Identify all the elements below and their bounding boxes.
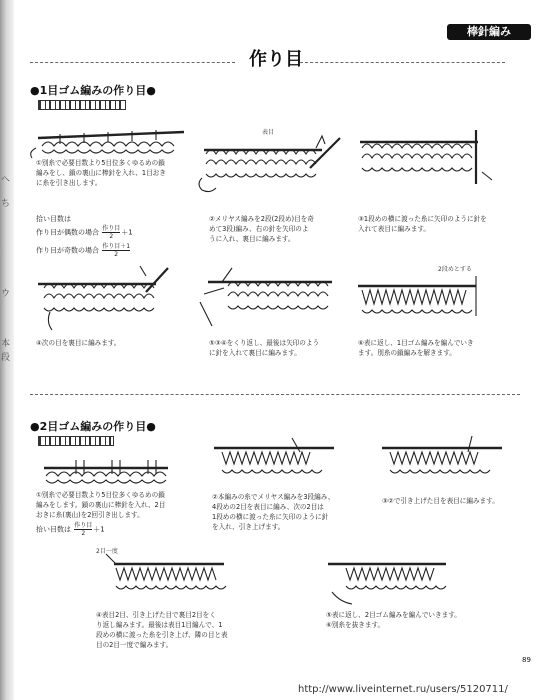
title-rule-left (30, 62, 235, 63)
section1-stitch-sequence (38, 100, 126, 110)
section1-pickup-note: 拾い目数は 作り目が偶数の場合 $\frac{\text{作り目}}{2}$ ＋1 作り目が奇数の場合 $\frac{\text{作り目＋1}}{2}$ (36, 215, 133, 258)
section2-step2-caption: ②本編みの糸でメリヤス編みを3段編み、 4段めの2目を表目に編み、次の2目は 1段めの横に渡った糸に矢印のように針 を入れ、引き上げます。 (212, 493, 335, 531)
illustration-1-chain (36, 120, 186, 160)
page-number: 89 (522, 656, 531, 664)
section2-step3-caption: ③②で引き上げた目を表目に編みます。 (382, 497, 499, 505)
illustration-8-knitting (212, 434, 342, 490)
illustration-3-knitting (356, 128, 506, 190)
bleed-char: ち (1, 199, 11, 209)
illustration-4-knitting (36, 262, 186, 332)
section2-stitch-sequence (38, 436, 114, 446)
bleed-char: ウ (1, 289, 11, 299)
label-row2: 2段めとする (438, 266, 472, 273)
bleed-char: 段 (1, 353, 11, 363)
section2-pickup-note: 拾い目数は $\frac{\text{作り目}}{2}$ ＋1 (36, 522, 105, 537)
section1-step1-caption: ①別糸で必要目数より5目位多くゆるめの鎖 編みをし、鎖の裏山に棒針を入れ、1目おき に糸を引き出します。 (36, 159, 166, 187)
section2-step1-caption: ①別糸で必要目数より5目位多くゆるめの鎖 編みをします。鎖の裏山に棒針を入れ、2目 おきに糸(裏山)を2回引き出します。 (36, 491, 166, 519)
section1-step5-caption: ⑤③④をくり返し、最後は矢印のよう に針を入れて裏目に編みます。 (209, 339, 320, 357)
section2-step5-caption: ⑤表に返し、2目ゴム編みを編んでいきます。 ⑥別糸を抜きます。 (326, 611, 461, 629)
section1-step2-caption: ②メリヤス編みを2段(2段め)目を奇 めて3段)編み、右の針を矢印のよ うに入れ、裏目に編みます。 (209, 215, 314, 243)
illustration-10-ribbing (100, 554, 230, 606)
section2-title: ●2目ゴム編みの作り目● (30, 420, 156, 433)
section2-step4-caption: ④表目2目、引き上げた目で裏目2目をく り返し編みます。最後は表目1目編んで、1 段めの横に渡った糸を引き上げ、隣の目と表 目の2目一度で編みます。 (96, 611, 228, 649)
illustration-2-knitting (198, 132, 348, 202)
label-front-stitch: 表目 (262, 129, 275, 136)
bleed-char: 本 (1, 339, 11, 349)
section1-step6-caption: ⑥表に返し、1目ゴム編みを編んでいき ます。別糸の鎖編みを解きます。 (358, 339, 474, 357)
section1-title: ●1目ゴム編みの作り目● (30, 84, 156, 97)
illustration-9-knitting (380, 434, 510, 490)
illustration-7-chain (42, 452, 172, 488)
category-tag: 棒針編み (447, 24, 531, 40)
illustration-11-ribbing (326, 554, 456, 606)
section1-step4-caption: ④次の目を裏目に編みます。 (36, 339, 121, 347)
page-title: 作り目 (249, 49, 303, 70)
label-two-together: 2目一度 (96, 548, 118, 555)
illustration-5-knitting (198, 262, 348, 332)
illustration-6-ribbing (356, 272, 506, 332)
bleed-char: へ (1, 175, 11, 185)
section-divider (30, 394, 520, 395)
title-rule-right (300, 62, 505, 63)
section1-step3-caption: ③1段めの横に渡った糸に矢印のように針を 入れて表目に編みます。 (358, 215, 487, 233)
watermark-url: http://www.liveinternet.ru/users/5120711/ (298, 684, 508, 695)
